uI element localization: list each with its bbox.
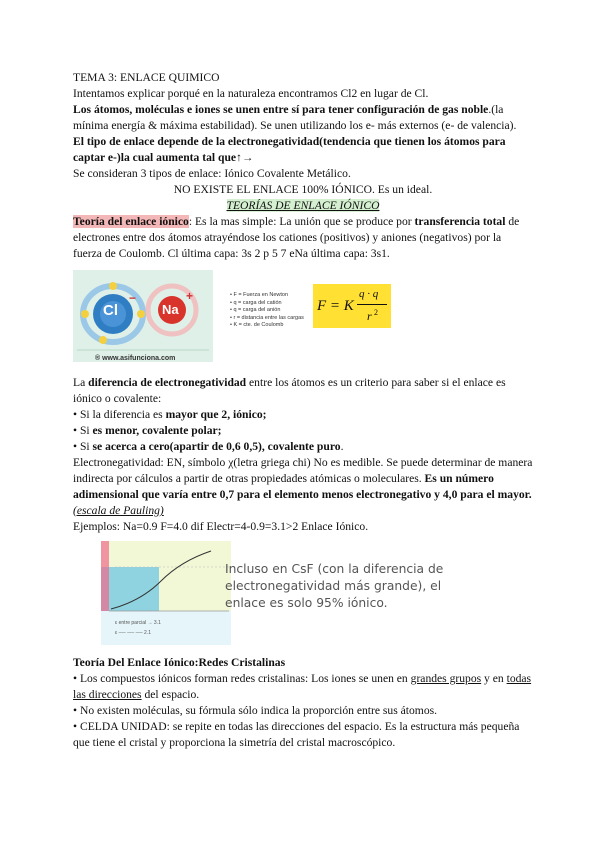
- bond-types-line: Se consideran 3 tipos de enlace: Iónico Covalente Metálico.: [73, 167, 351, 180]
- formula-numerator: q · q: [359, 288, 379, 300]
- intro-paragraph: Intentamos explicar porqué en la naturaleza encontramos Cl2 en lugar de Cl.: [73, 87, 429, 100]
- todas-direcciones: todas las direcciones: [73, 672, 532, 701]
- cl-charge: −: [129, 291, 137, 305]
- crystal-b1-b: y en: [481, 672, 507, 685]
- en-para-a: La: [73, 376, 89, 389]
- coulomb-formula: [313, 284, 391, 328]
- section-heading-ionic: [73, 198, 533, 214]
- en-para-b: entre los átomos es un criterio para saber si el enlace es iónico o covalente:: [73, 376, 506, 405]
- crystal-bullet-2: • No existen moléculas, su fórmula sólo indica la proporción entre sus átomos.: [73, 704, 438, 717]
- ionic-theory-label: Teoría del enlace iónico: [73, 215, 189, 228]
- ion-diagram: [73, 270, 213, 362]
- ionic-theory-a: : Es la mas simple: La unión que se produce por: [188, 215, 415, 228]
- formula-bar: [357, 304, 387, 305]
- csf-quote: Incluso en CsF (con la diferencia de electronegatividad más grande), el enlace es solo 95% iónico.: [225, 562, 444, 610]
- noble-gas-paragraph: [73, 102, 533, 134]
- en-def-a: Electronegatividad: EN, símbolo: [73, 456, 229, 469]
- crystal-bullet-1: [73, 671, 533, 703]
- formula-lhs: F = K: [317, 298, 354, 314]
- cl-label: Cl: [103, 302, 118, 319]
- bullet-pure-b: se acerca a cero(apartir de 0,6 0,5), covalente puro: [92, 440, 341, 453]
- chi-symbol: χ: [228, 456, 234, 469]
- bullet-polar-a: • Si: [73, 424, 93, 437]
- arrow-icons: ↑→: [236, 151, 254, 164]
- pauling-scale-link[interactable]: (escala de Pauling): [73, 504, 164, 517]
- ion-illustration: [73, 270, 213, 362]
- crystal-bullet-3: • CELDA UNIDAD: se repite en todas las direcciones del espacio. Es la estructura más pequeña que tiene el cristal y proporciona la simetría del cristal macroscópico.: [73, 720, 520, 749]
- en-para-bold: diferencia de electronegatividad: [88, 376, 247, 389]
- bullet-polar: [73, 423, 533, 439]
- formula-denominator: r: [367, 309, 372, 323]
- bond-type-text: El tipo de enlace depende de la electronegatividad(tendencia que tienen los átomos para captar e-)la cual aumenta tal que: [73, 135, 506, 164]
- grandes-grupos: grandes grupos: [410, 672, 482, 685]
- ionic-theory-b: de electrones entre dos átomos atrayéndose los cationes (positivos) y aniones (negativos) por la fuerza de Coulomb. Cl última capa: 3s 2 p 5 7 eNa última capa: 3s1.: [73, 215, 520, 260]
- bullet-ionic-a: • Si la diferencia es: [73, 408, 166, 421]
- legend-item: • q = carga del anión: [230, 307, 281, 313]
- bullet-pure-c: .: [340, 440, 344, 453]
- bullet-pure: [73, 439, 533, 455]
- bond-type-paragraph: [73, 134, 533, 166]
- formula-exponent: 2: [374, 308, 378, 317]
- noble-gas-bold: Los átomos, moléculas e iones se unen entre sí para tener configuración de gas noble: [73, 103, 489, 116]
- bullet-polar-b: es menor, covalente polar;: [92, 424, 222, 437]
- bullet-pure-a: • Si: [73, 440, 93, 453]
- electronegativity-definition: [73, 455, 533, 519]
- bullet-ionic-b: mayor que 2, iónico;: [165, 408, 267, 421]
- ionic-character-figure: [73, 541, 533, 649]
- electronegativity-difference-paragraph: [73, 375, 533, 407]
- document-title: TEMA 3: ENLACE QUIMICO: [73, 71, 220, 84]
- legend-item: • r = distancia entre las cargas: [230, 314, 304, 321]
- na-charge: +: [186, 289, 194, 303]
- bullet-ionic: [73, 407, 533, 423]
- coulomb-legend: [230, 292, 304, 330]
- website-credit: ® www.asifunciona.com: [95, 355, 176, 362]
- example-line: Ejemplos: Na=0.9 F=4.0 dif Electr=4-0.9=3.1>2 Enlace Iónico.: [73, 520, 369, 533]
- legend-item: • K = cte. de Coulomb: [230, 322, 284, 328]
- en-def-b: (letra griega chi) No es medible. Se puede determinar de manera indirecta por cálculos a partir de otras propiedades atómicas o moleculares.: [73, 456, 533, 485]
- crystal-b1-a: • Los compuestos iónicos forman redes cristalinas: Los iones se unen en: [73, 672, 411, 685]
- ionic-theory-bold: transferencia total: [414, 215, 506, 228]
- crystal-heading: Teoría Del Enlace Iónico:Redes Cristalinas: [73, 656, 286, 669]
- legend-item: • q = carga del catión: [230, 299, 282, 306]
- na-label: Na: [162, 302, 179, 317]
- en-def-bold: Es un número adimensional que varía entre 0,7 para el elemento menos electronegativo y 4,0 para el mayor.: [73, 472, 532, 501]
- noble-gas-rest: .(la mínima energía & máxima estabilidad). Se unen utilizando los e- más externos (e- de valencia).: [73, 103, 517, 132]
- legend-item: • F = Fuerza en Newton: [230, 292, 289, 298]
- no-ionic-statement: NO EXISTE EL ENLACE 100% IÓNICO. Es un ideal.: [173, 183, 433, 196]
- coulomb-figure: [73, 270, 533, 365]
- crystal-b1-c: del espacio.: [141, 688, 200, 701]
- section-heading-text: TEORÍAS DE ENLACE IÓNICO: [226, 199, 380, 212]
- ionic-character-chart: [101, 541, 231, 645]
- ionic-theory-paragraph: [73, 214, 533, 262]
- document-page: [73, 70, 533, 751]
- chart-note-2: ε ── ── ── 2.1: [115, 630, 151, 636]
- chart-note-1: ε entre parcial → 3.1: [115, 620, 161, 626]
